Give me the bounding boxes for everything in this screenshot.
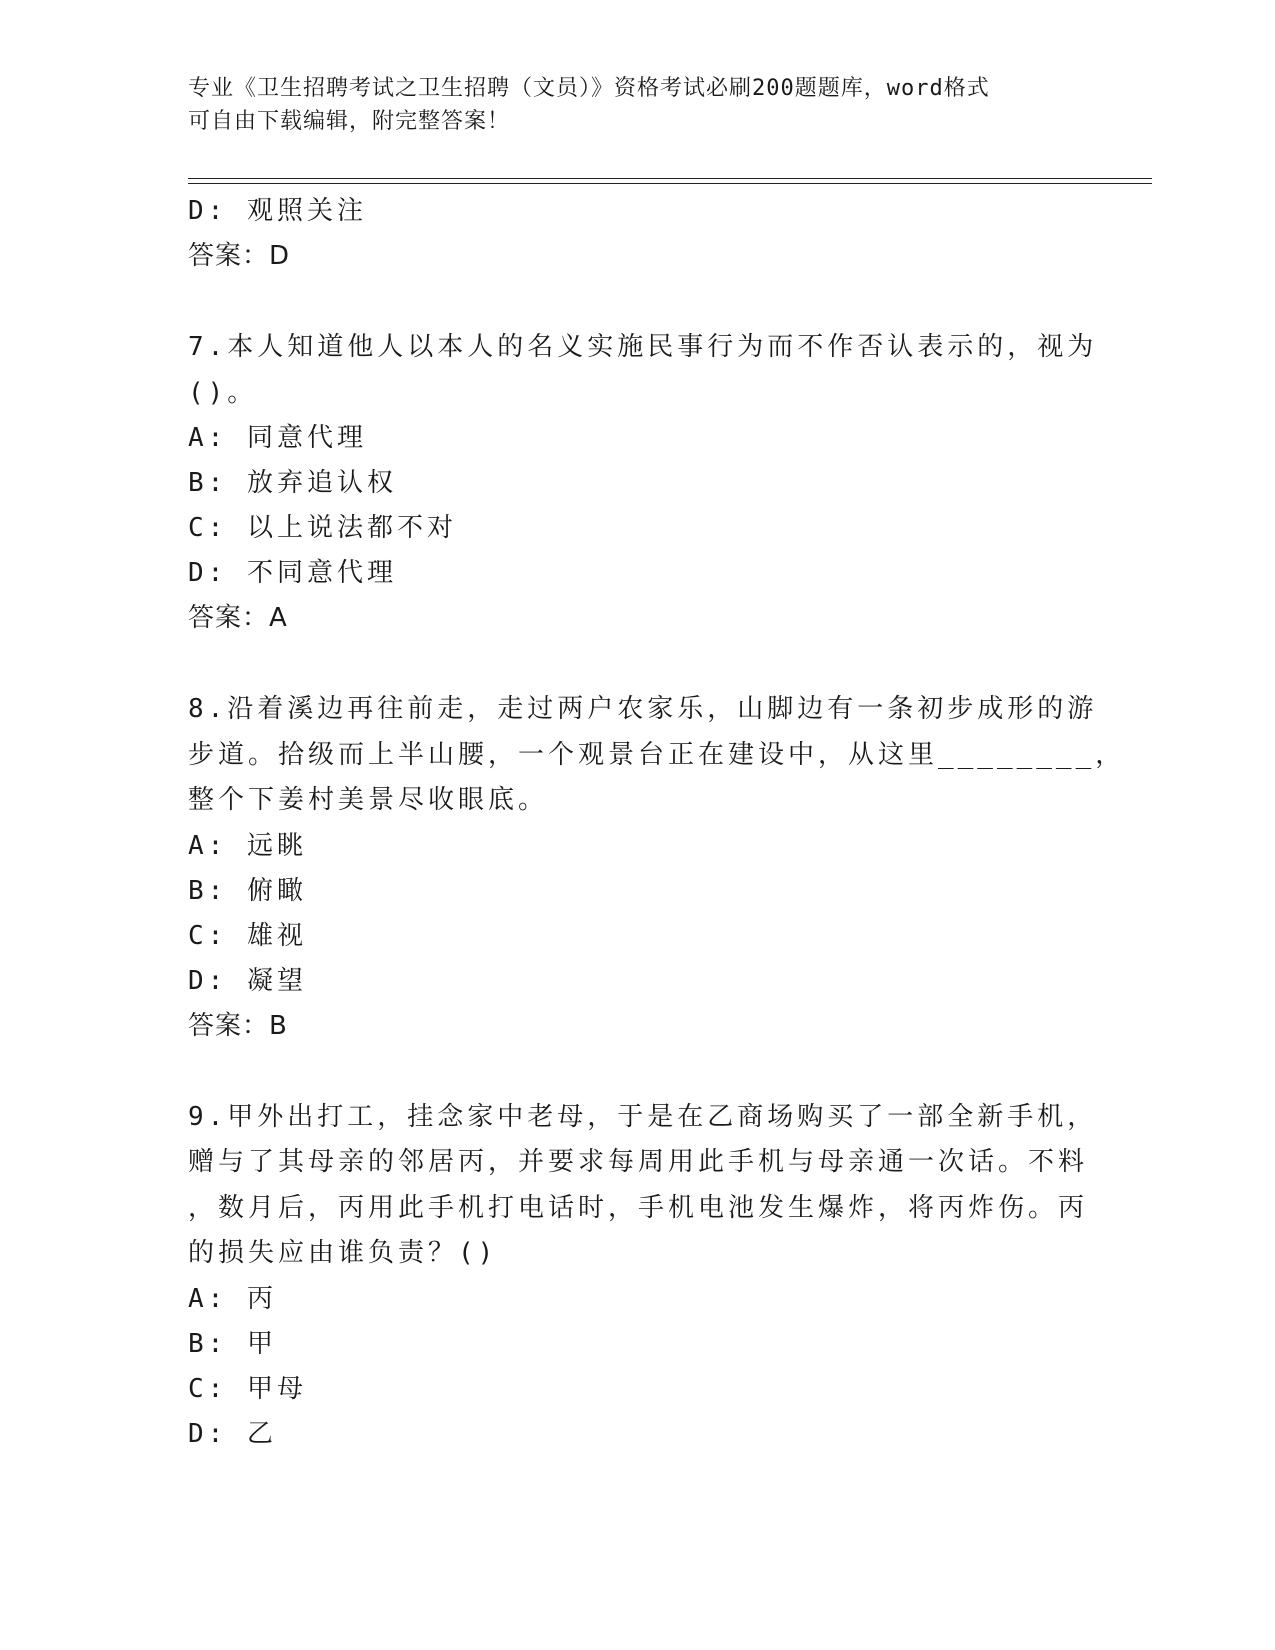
question-7-option-b: B: 放弃追认权	[188, 468, 397, 498]
question-8-text-line-2: 步道。拾级而上半山腰，一个观景台正在建设中，从这里________，	[188, 739, 1126, 770]
question-7-option-d: D: 不同意代理	[188, 558, 397, 588]
question-7-option-c: C: 以上说法都不对	[188, 513, 457, 543]
question-9-text-line-2: 赠与了其母亲的邻居丙，并要求每周用此手机与母亲通一次话。不料	[188, 1147, 1089, 1177]
question-8-option-d: D: 凝望	[188, 965, 307, 996]
document-header	[188, 72, 1088, 138]
question-7-text-line-2: ()。	[188, 377, 258, 408]
question-9-text-line-3: ，数月后，丙用此手机打电话时，手机电池发生爆炸，将丙炸伤。丙	[188, 1192, 1089, 1223]
question-8-text-line-1: 8.沿着溪边再往前走，走过两户农家乐，山脚边有一条初步成形的游	[188, 694, 1098, 724]
question-9-text-line-1: 9.甲外出打工，挂念家中老母，于是在乙商场购买了一部全新手机，	[188, 1101, 1098, 1132]
question-9-option-a: A: 丙	[188, 1283, 277, 1314]
prev-answer: 答案：D	[188, 241, 291, 271]
prev-option-d: D: 观照关注	[188, 196, 367, 226]
question-9-option-d: D: 乙	[188, 1418, 277, 1449]
document-body	[188, 189, 1126, 1457]
question-9	[188, 1095, 1098, 1277]
question-7-text-line-1: 7.本人知道他人以本人的名义实施民事行为而不作否认表示的，视为	[188, 332, 1098, 362]
question-7-answer: 答案：A	[188, 603, 288, 633]
question-8-answer: 答案：B	[188, 1010, 288, 1041]
question-8-option-c: C: 雄视	[188, 920, 307, 951]
question-7-option-a: A: 同意代理	[188, 423, 367, 453]
question-7	[188, 325, 1098, 416]
question-8-text-line-3: 整个下姜村美景尽收眼底。	[188, 785, 549, 815]
question-9-option-c: C: 甲母	[188, 1373, 307, 1404]
question-9-option-b: B: 甲	[188, 1328, 277, 1359]
header-line-2: 可自由下载编辑，附完整答案！	[188, 109, 511, 134]
question-8	[188, 687, 1126, 824]
question-8-option-a: A: 远眺	[188, 830, 307, 861]
spacer	[188, 1049, 1088, 1095]
header-rule-top	[188, 178, 1152, 179]
question-8-option-b: B: 俯瞰	[188, 875, 307, 906]
question-9-text-line-4: 的损失应由谁负责？()	[188, 1238, 498, 1268]
spacer	[188, 641, 1088, 687]
spacer	[188, 279, 1088, 325]
header-rule-bottom	[188, 183, 1152, 184]
header-line-1: 专业《卫生招聘考试之卫生招聘（文员）》资格考试必刷200题题库，word格式	[188, 76, 990, 101]
